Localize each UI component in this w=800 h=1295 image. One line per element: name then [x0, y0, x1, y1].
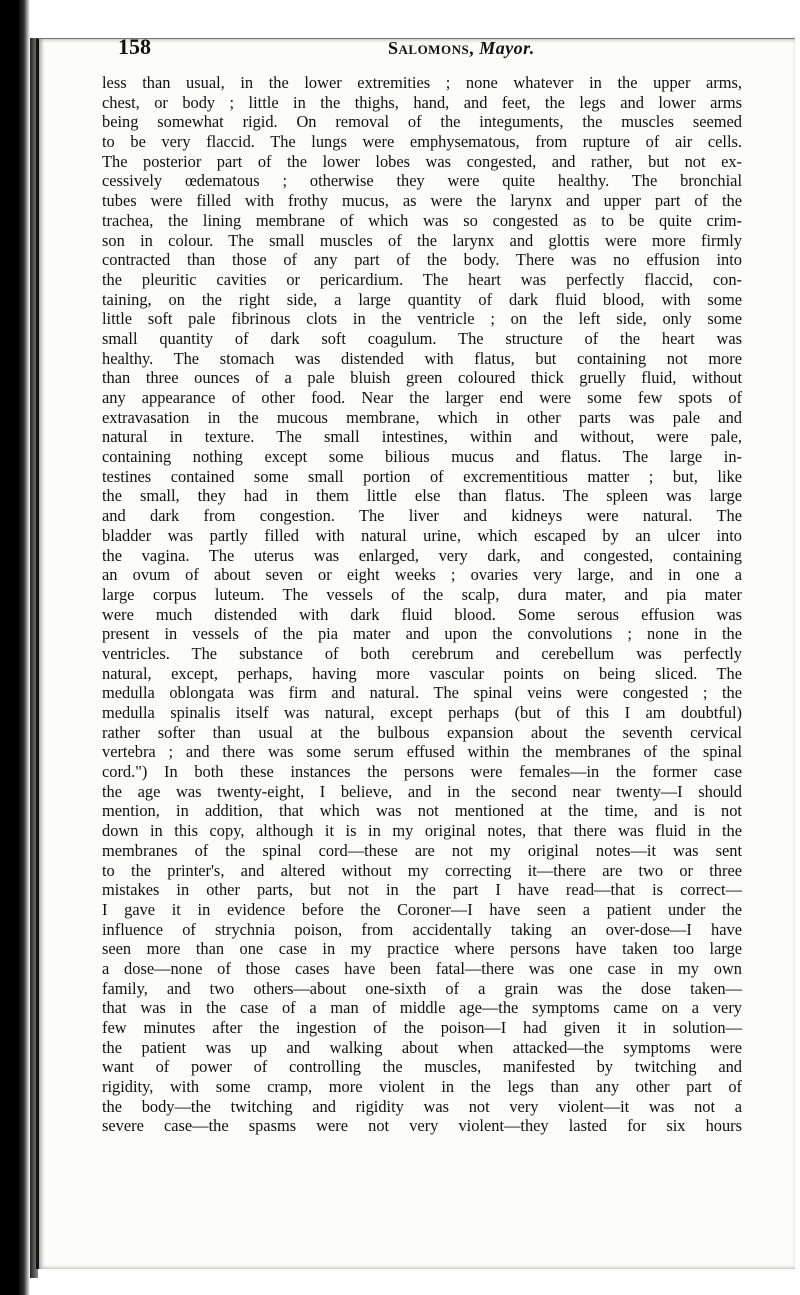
text-line: the vagina. The uterus was enlarged, very dark, and congested, containing: [102, 545, 742, 565]
text-line: any appearance of other food. Near the larger end were some few spots of: [102, 388, 742, 407]
text-line: seen more than one case in my practice where persons have taken too large: [102, 939, 742, 959]
text-line: ventricles. The substance of both cerebrum and cerebellum was perfectly: [102, 643, 742, 663]
text-line: mistakes in other parts, but not in the part I have read—that is correct—: [102, 880, 742, 900]
running-head-name: Salomons,: [388, 38, 475, 58]
text-line: and dark from congestion. The liver and kidneys were natural. The: [102, 506, 742, 526]
text-line: severe case—the spasms were not very violent—they lasted for six hours: [102, 1116, 742, 1136]
text-line: The posterior part of the lower lobes was congested, and rather, but not ex-: [102, 151, 742, 171]
text-line: to the printer's, and altered without my correcting it—there are two or three: [102, 860, 742, 880]
text-line: mention, in addition, that which was not mentioned at the time, and is not: [102, 801, 742, 821]
text-line: vertebra ; and there was some serum effused within the membranes of the spinal: [102, 742, 742, 762]
text-line: present in vessels of the pia mater and upon the convolutions ; none in the: [102, 624, 742, 644]
text-line: natural in texture. The small intestines, within and without, were pale,: [102, 427, 742, 447]
text-line: little soft pale fibrinous clots in the ventricle ; on the left side, only some: [102, 309, 742, 329]
text-line: I gave it in evidence before the Coroner—I have seen a patient under the: [102, 899, 742, 919]
page-header: [118, 34, 758, 64]
text-line: membranes of the spinal cord—these are not my original notes—it was sent: [102, 840, 742, 860]
text-line: containing nothing except some bilious mucus and flatus. The large in-: [102, 447, 742, 467]
text-line: than three ounces of a pale bluish green coloured thick gruelly fluid, without: [102, 368, 742, 388]
text-line: being somewhat rigid. On removal of the integuments, the muscles seemed: [102, 112, 742, 132]
text-line: less than usual, in the lower extremities ; none whatever in the upper arms,: [102, 73, 742, 92]
scan-edge-shadow: [0, 0, 30, 1295]
text-line: down in this copy, although it is in my original notes, that there was fluid in the: [102, 821, 742, 841]
text-line: medulla oblongata was firm and natural. The spinal veins were congested ; the: [102, 683, 742, 703]
text-line: natural, except, perhaps, having more vascular points on being sliced. The: [102, 663, 742, 683]
text-line: were much distended with dark fluid blood. Some serous effusion was: [102, 604, 742, 624]
text-line: healthy. The stomach was distended with flatus, but containing not more: [102, 348, 742, 368]
text-line: the pleuritic cavities or pericardium. The heart was perfectly flaccid, con-: [102, 269, 742, 289]
text-line: rigidity, with some cramp, more violent in the legs than any other part of: [102, 1077, 742, 1097]
text-line: medulla spinalis itself was natural, except perhaps (but of this I am doubtful): [102, 703, 742, 722]
text-line: chest, or body ; little in the thighs, hand, and feet, the legs and lower arms: [102, 92, 742, 112]
text-line: testines contained some small portion of excrementitious matter ; but, like: [102, 466, 742, 486]
text-line: cessively œdematous ; otherwise they were quite healthy. The bronchial: [102, 171, 742, 191]
text-line: family, and two others—about one-sixth of a grain was the dose taken—: [102, 978, 742, 998]
text-line: the body—the twitching and rigidity was not very violent—it was not a: [102, 1096, 742, 1116]
text-line: the small, they had in them little else than flatus. The spleen was large: [102, 486, 742, 506]
text-line: rather softer than usual at the bulbous expansion about the seventh cervical: [102, 722, 742, 742]
body-text: [102, 73, 742, 1136]
text-line: few minutes after the ingestion of the poison—I had given it in solution—: [102, 1018, 742, 1037]
text-line: large corpus luteum. The vessels of the scalp, dura mater, and pia mater: [102, 584, 742, 604]
text-line: the patient was up and walking about when attacked—the symptoms were: [102, 1037, 742, 1057]
text-line: an ovum of about seven or eight weeks ; ovaries very large, and in one a: [102, 565, 742, 585]
text-line: taining, on the right side, a large quantity of dark fluid blood, with some: [102, 289, 742, 309]
text-line: a dose—none of those cases have been fatal—there was one case in my own: [102, 958, 742, 978]
text-line: to be very flaccid. The lungs were emphysematous, from rupture of air cells.: [102, 132, 742, 152]
text-line: trachea, the lining membrane of which was so congested as to be quite crim-: [102, 210, 742, 230]
page-number: 158: [118, 34, 151, 59]
text-line: son in colour. The small muscles of the larynx and glottis were more firmly: [102, 230, 742, 250]
text-line: contracted than those of any part of the body. There was no effusion into: [102, 250, 742, 270]
text-line: that was in the case of a man of middle age—the symptoms came on a very: [102, 998, 742, 1018]
running-head: [388, 38, 535, 59]
text-line: influence of strychnia poison, from accidentally taking an over-dose—I have: [102, 919, 742, 939]
text-line: bladder was partly filled with natural urine, which escaped by an ulcer into: [102, 525, 742, 545]
text-line: tubes were filled with frothy mucus, as were the larynx and upper part of the: [102, 191, 742, 211]
running-head-title: Mayor.: [479, 38, 535, 58]
text-line: small quantity of dark soft coagulum. The structure of the heart was: [102, 328, 742, 348]
text-line: cord.") In both these instances the persons were females—in the former case: [102, 762, 742, 782]
text-line: extravasation in the mucous membrane, which in other parts was pale and: [102, 407, 742, 427]
text-line: the age was twenty-eight, I believe, and in the second near twenty—I should: [102, 781, 742, 801]
text-line: want of power of controlling the muscles, manifested by twitching and: [102, 1057, 742, 1077]
